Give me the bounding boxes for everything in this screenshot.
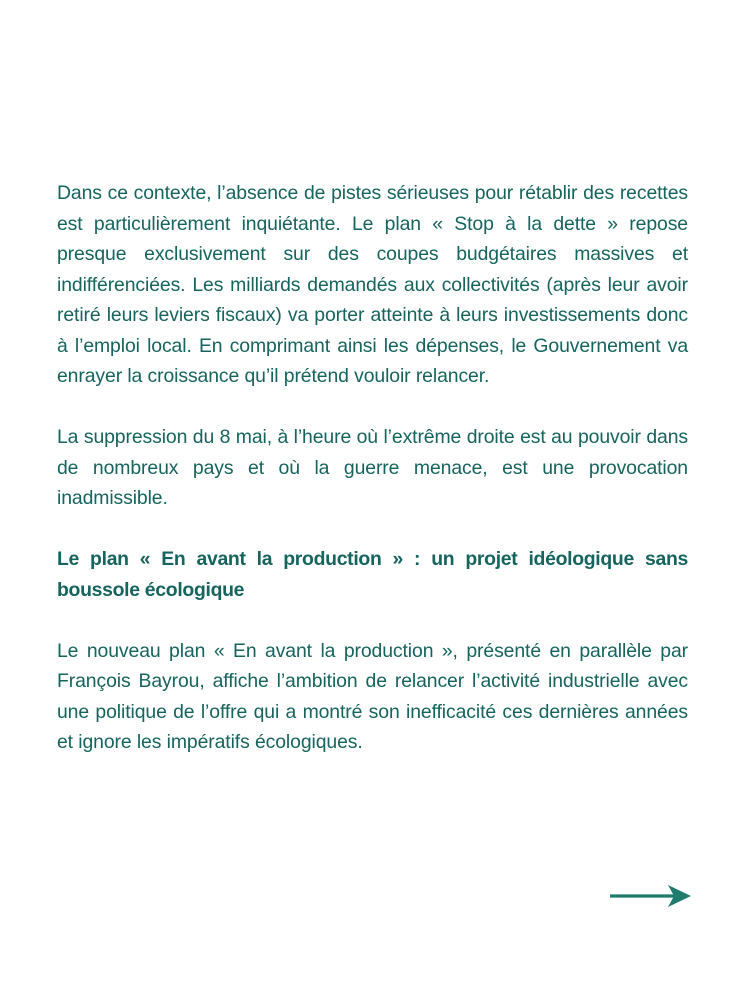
paragraph-spacer [57, 605, 688, 636]
paragraph-spacer [57, 392, 688, 423]
document-body [57, 178, 688, 758]
paragraph-context: Dans ce contexte, l’absence de pistes sérieuses pour rétablir des recettes est particulièrement inquiétante. Le plan « Stop à la dette » repose presque exclusivement sur des coupes budgétaires massives et indifférenciées. Les milliards demandés aux collectivités (après leur avoir retiré leurs leviers fiscaux) va porter atteinte à leurs investissements donc à l’emploi local. En comprimant ainsi les dépenses, le Gouvernement va enrayer la croissance qu’il prétend vouloir relancer. [57, 182, 688, 387]
next-page-button[interactable] [608, 883, 692, 909]
paragraph-spacer [57, 514, 688, 545]
paragraph-8-mai: La suppression du 8 mai, à l’heure où l’extrême droite est au pouvoir dans de nombreux pays et où la guerre menace, est une provocation inadmissible. [57, 426, 688, 509]
section-heading: Le plan « En avant la production » : un projet idéologique sans boussole écologique [57, 548, 688, 601]
paragraph-production-plan: Le nouveau plan « En avant la production », présenté en parallèle par François Bayrou, affiche l’ambition de relancer l’activité industrielle avec une politique de l’offre qui a montré son inefficacité ces dernières années et ignore les impératifs écologiques. [57, 639, 688, 753]
arrow-right-icon [608, 883, 692, 909]
